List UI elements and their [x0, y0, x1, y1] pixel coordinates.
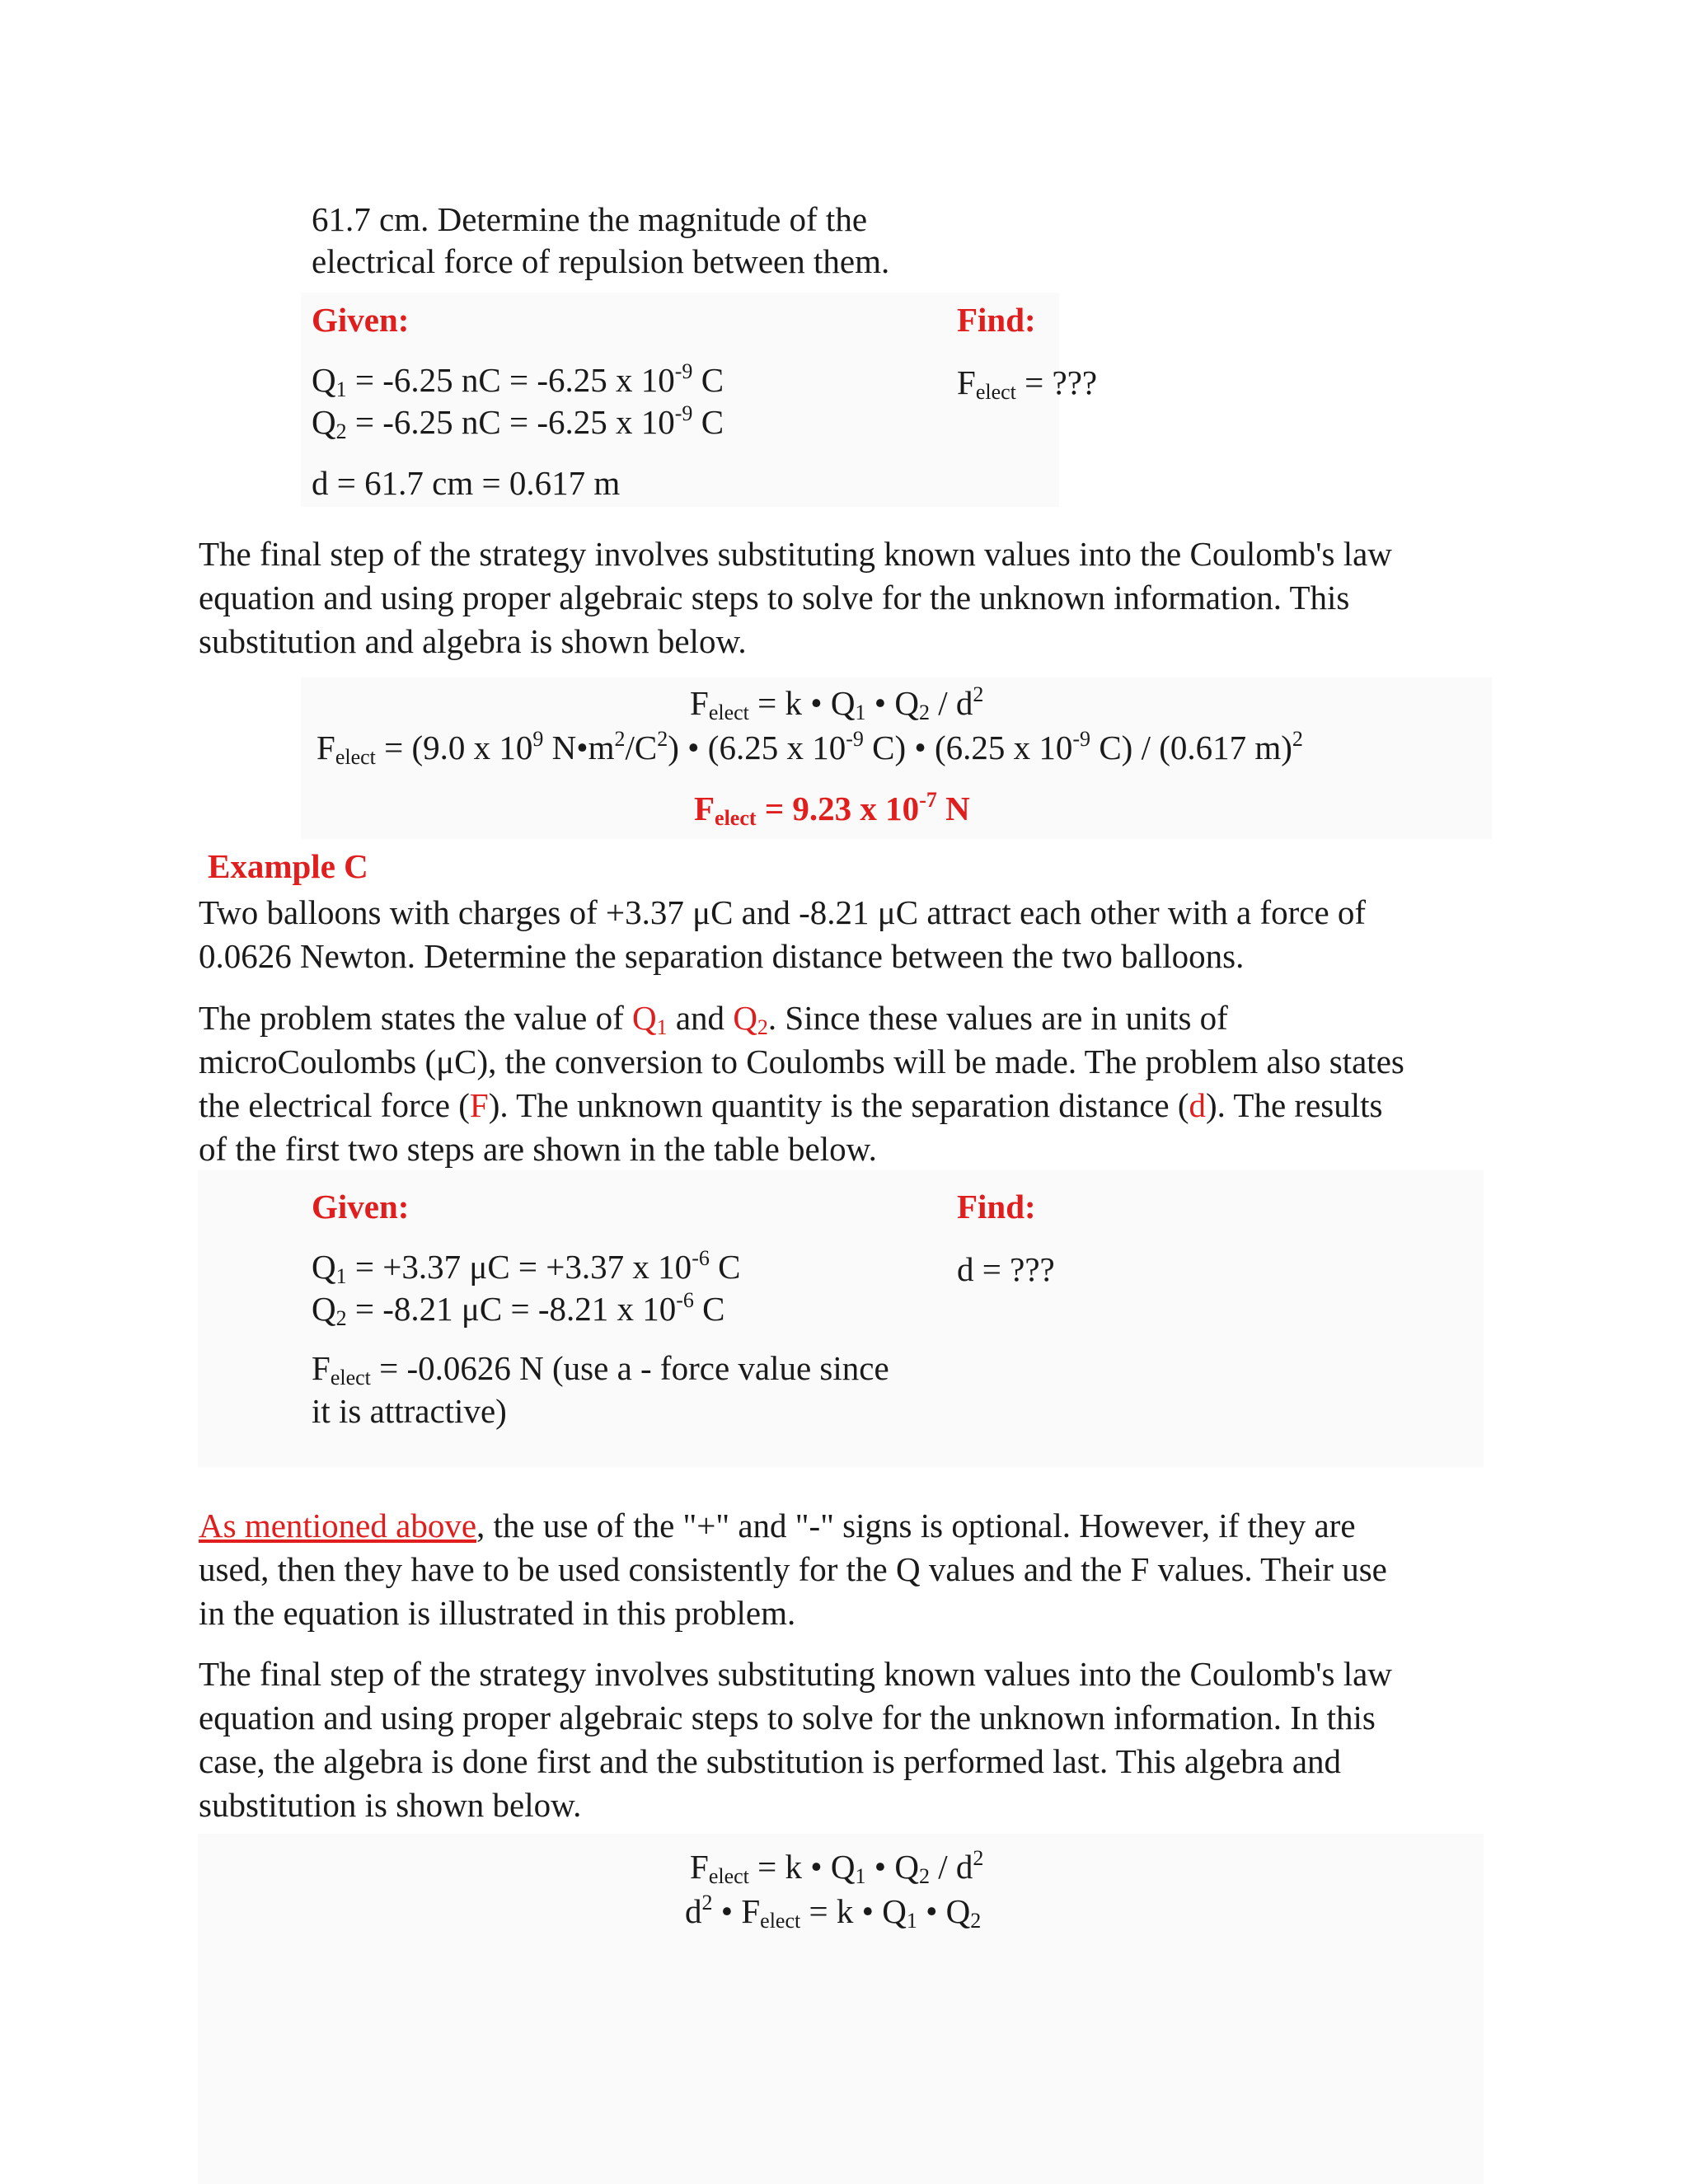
final-step-line4: substitution is shown below.: [199, 1786, 582, 1824]
given-q2: $Q_2 = -8.21$ μC = -8.21 x $10^{-6}$ C: [312, 1288, 725, 1330]
final-step-line3: case, the algebra is done first and the substitution is performed last. This algebra and: [199, 1742, 1342, 1780]
strategy-paragraph-line3: substitution and algebra is shown below.: [199, 622, 747, 660]
final-step-line1: The final step of the strategy involves substituting known values into the Coulomb's law: [199, 1655, 1392, 1693]
given-label: Given:: [312, 301, 410, 339]
substitution-equation: $F_{elect} = (9.0$ x $10^9$ $N•m^2/C^2$) • (6.25 x $10^{-9}$ C) • (6.25 x $10^{-9}$ C) / (0.617 m)$^2$: [316, 727, 1303, 769]
given-q1: $Q_1 = +3.37$ μC = +3.37 x $10^{-6}$ C: [312, 1246, 741, 1288]
find-label: Find:: [957, 301, 1036, 339]
find-label: Find:: [957, 1188, 1036, 1226]
as-mentioned-above-link[interactable]: As mentioned above: [199, 1507, 477, 1544]
find-felect: $F_{elect}$ = ???: [957, 363, 1098, 404]
signs-paragraph-line3: in the equation is illustrated in this problem.: [199, 1594, 796, 1632]
example-c-problem-line1: Two balloons with charges of +3.37 μC and -8.21 μC attract each other with a force of: [199, 893, 1367, 931]
find-d: d = ???: [957, 1250, 1055, 1288]
given-felect-line2: it is attractive): [312, 1392, 507, 1430]
values-paragraph-line2: microCoulombs (μC), the conversion to Coulombs will be made. The problem also states: [199, 1043, 1404, 1080]
given-q1: $Q_1 = -6.25$ nC = -6.25 x $10^{-9}$ C: [312, 359, 724, 401]
rearranged-equation: $d^2$ • $F_{elect} = k$ • $Q_1$ • $Q_2$: [685, 1891, 982, 1933]
problem-intro-line1: 61.7 cm. Determine the magnitude of the: [312, 200, 868, 238]
example-c-heading: Example C: [208, 847, 368, 885]
values-paragraph-line3: the electrical force (F). The unknown quantity is the separation distance (d). The results: [199, 1086, 1383, 1124]
given-label: Given:: [312, 1188, 410, 1226]
result-equation: $F_{elect} = 9.23$ x $10^{-7}$ N: [694, 788, 970, 830]
coulomb-equation: $F_{elect} = k$ • $Q_1$ • $Q_2 / d^2$: [690, 682, 984, 724]
problem-intro-line2: electrical force of repulsion between them.: [312, 242, 890, 280]
strategy-paragraph-line1: The final step of the strategy involves substituting known values into the Coulomb's law: [199, 535, 1392, 573]
given-q2: $Q_2 = -6.25$ nC = -6.25 x $10^{-9}$ C: [312, 401, 724, 443]
strategy-paragraph-line2: equation and using proper algebraic steps to solve for the unknown information. This: [199, 579, 1350, 616]
example-c-problem-line2: 0.0626 Newton. Determine the separation distance between the two balloons.: [199, 937, 1245, 975]
signs-paragraph-line2: used, then they have to be used consistently for the Q values and the F values. Their use: [199, 1550, 1387, 1588]
values-paragraph-line1: The problem states the value of $Q_1$ and $Q_2$. Since these values are in units of: [199, 999, 1228, 1039]
given-d: d = 61.7 cm = 0.617 m: [312, 464, 621, 502]
values-paragraph-line4: of the first two steps are shown in the table below.: [199, 1130, 877, 1168]
final-step-line2: equation and using proper algebraic steps to solve for the unknown information. In this: [199, 1699, 1376, 1736]
signs-paragraph-line1: As mentioned above, the use of the "+" and "-" signs is optional. However, if they are: [199, 1507, 1356, 1544]
given-felect: $F_{elect} = -0.0626$ N (use a - force value since: [312, 1349, 889, 1390]
coulomb-equation: $F_{elect} = k$ • $Q_1$ • $Q_2 / d^2$: [690, 1846, 984, 1888]
